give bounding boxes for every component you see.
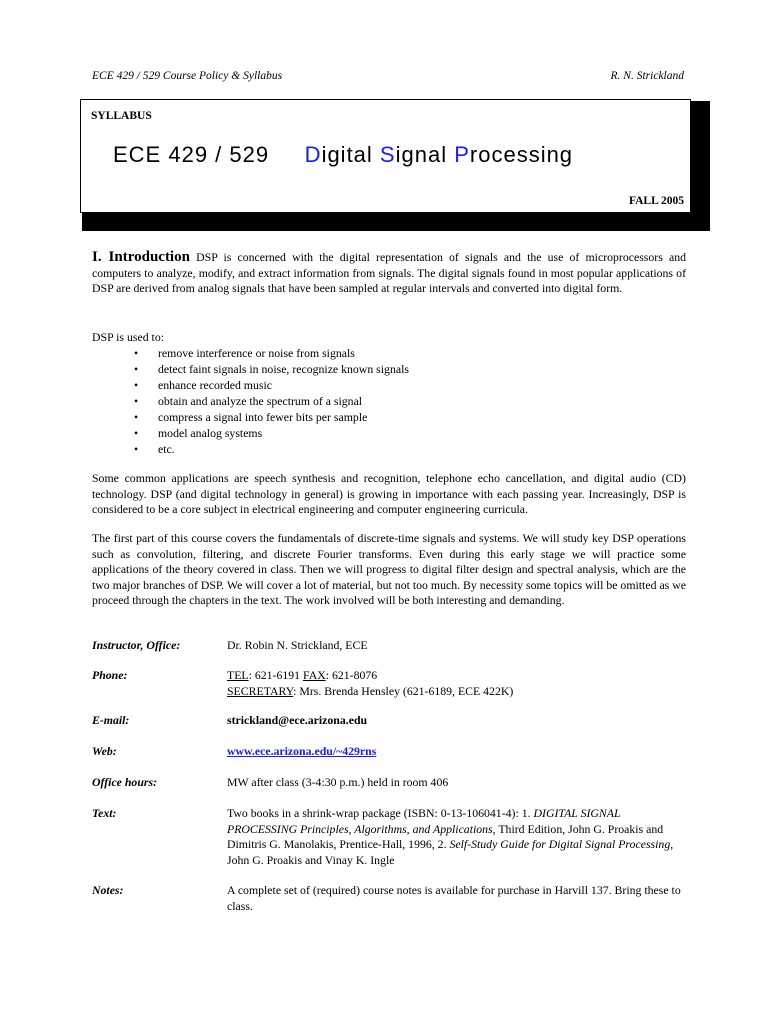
text-part-2: , Third Edition, John G. Proakis and Dimitris G. Manolakis, Prentice-Hall, 1996, 2. [227, 821, 664, 852]
list-item: • detect faint signals in noise, recognize known signals [132, 361, 409, 377]
course-title [113, 142, 573, 168]
text-part-3: , John G. Proakis and Vinay K. Ingle [227, 837, 674, 867]
web-label: Web: [92, 744, 117, 758]
list-item: • etc. [132, 441, 409, 457]
course-number: ECE 429 / 529 [113, 142, 270, 167]
title-part-2: ignal [395, 142, 455, 167]
uses-list [132, 345, 409, 457]
running-header-left: ECE 429 / 529 Course Policy & Syllabus [92, 70, 283, 82]
fax-value: : 621-8076 [325, 668, 378, 682]
list-item: • enhance recorded music [132, 377, 409, 393]
title-part-3: rocessing [469, 142, 574, 167]
text-label: Text: [92, 806, 117, 820]
text-value [227, 806, 682, 868]
tel-label: TEL [227, 668, 249, 682]
title-letter-s: S [379, 142, 396, 167]
intro-paragraph [92, 250, 686, 297]
text-part-1: Two books in a shrink-wrap package (ISBN: 0-13-106041-4): 1. [227, 806, 534, 820]
list-item: • model analog systems [132, 425, 409, 441]
instructor-value: Dr. Robin N. Strickland, ECE [227, 638, 368, 652]
course-overview-paragraph: The first part of this course covers the fundamentals of discrete-time signals and systems. We will study key DSP operations such as convolution, filtering, and discrete Fourier transforms. Even during this early stage we will practice some applications of the theory covered in class. Then we will progress to digital filter design and spectral analysis, which are the two major branches of DSP. We will cover a lot of material, but not too much. By necessity some topics will be omitted as we proceed through the chapters in the text. The work involved will be both interesting and demanding. [92, 531, 686, 608]
title-letter-p: P [454, 142, 470, 167]
notes-value: A complete set of (required) course notes is available for purchase in Harvill 137. Bring these to class. [227, 883, 681, 913]
title-box [80, 99, 691, 213]
office-hours-value: MW after class (3-4:30 p.m.) held in room 406 [227, 775, 449, 789]
notes-label: Notes: [92, 883, 124, 897]
section-heading: I. Introduction [92, 249, 190, 265]
secretary-label: SECRETARY [227, 683, 294, 698]
email-label: E-mail: [92, 713, 130, 727]
textbook-title-2: Self-Study Guide for Digital Signal Processing [449, 837, 671, 852]
running-header-right: R. N. Strickland [610, 70, 684, 82]
list-item: • obtain and analyze the spectrum of a signal [132, 393, 409, 409]
list-item: • remove interference or noise from signals [132, 345, 409, 361]
fax-label: FAX [303, 668, 326, 682]
web-link[interactable]: www.ece.arizona.edu/~429rns [227, 744, 377, 758]
tel-value: : 621-6191 [248, 668, 304, 682]
used-to-label: DSP is used to: [92, 330, 164, 344]
title-part-1: igital [321, 142, 380, 167]
list-item: • compress a signal into fewer bits per sample [132, 409, 409, 425]
instructor-label: Instructor, Office: [92, 638, 181, 652]
office-hours-label: Office hours: [92, 775, 157, 789]
syllabus-label: SYLLABUS [91, 110, 152, 122]
phone-value [227, 668, 682, 699]
secretary-value: : Mrs. Brenda Hensley (621-6189, ECE 422K) [293, 683, 514, 698]
applications-paragraph: Some common applications are speech synthesis and recognition, telephone echo cancellation, and digital audio (CD) technology. DSP (and digital technology in general) is growing in importance with each passing year. Increasingly, DSP is considered to be a core subject in electrical engineering and computer engineering curricula. [92, 471, 686, 517]
textbook-title-1: DIGITAL SIGNAL PROCESSING Principles, Algorithms, and Applications [227, 806, 621, 836]
phone-label: Phone: [92, 668, 128, 682]
email-value[interactable]: strickland@ece.arizona.edu [227, 713, 368, 727]
title-letter-d: D [304, 142, 322, 167]
term-label: FALL 2005 [628, 195, 684, 207]
intro-text: DSP is concerned with the digital representation of signals and the use of microprocessors and computers to analyze, modify, and extract information from signals. The digital signals found in most popular applications of DSP are derived from analog signals that have been sampled at regular intervals and converted into digital form. [92, 250, 686, 296]
